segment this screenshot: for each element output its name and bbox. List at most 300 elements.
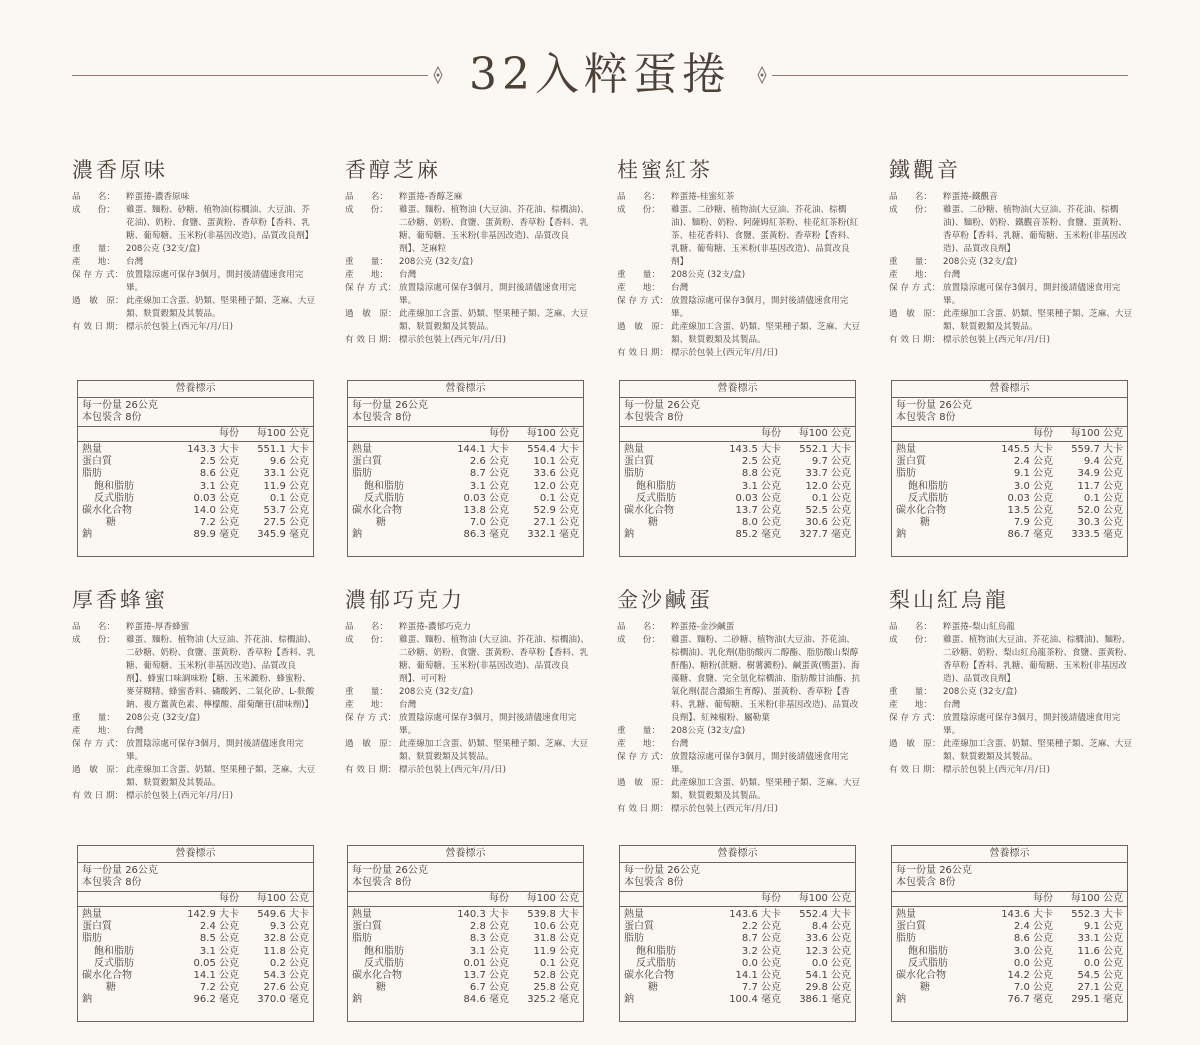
nutrition-row — [620, 970, 855, 982]
info-row-origin — [345, 699, 590, 712]
nutrition-row — [348, 946, 583, 958]
info-value-storage: 放置陰涼處可保存3個月，開封後請儘速食用完畢。 — [126, 270, 304, 293]
info-row-ingredients — [617, 204, 862, 269]
info-row-origin — [889, 269, 1134, 282]
info-row-name — [617, 191, 862, 204]
info-label: 成 份： — [889, 635, 932, 645]
col-per-serving: 每份 — [489, 428, 509, 439]
info-label: 成 份： — [889, 205, 932, 215]
servings-count: 8份 — [395, 412, 412, 423]
info-row-ingredients — [889, 204, 1134, 256]
nutrient-name: 飽和脂肪 — [94, 480, 134, 492]
nutrition-row — [892, 921, 1127, 933]
nutrient-per-serving: 2.2 公克 — [741, 921, 781, 933]
nutrition-row — [348, 994, 583, 1006]
nutrient-per-100g: 32.8 公克 — [263, 933, 309, 945]
info-value-storage: 放置陰涼處可保存3個月，開封後請儘速食用完畢。 — [943, 713, 1121, 736]
info-value-expiry: 標示於包裝上(西元年/月/日) — [126, 322, 234, 332]
nutrient-name: 蛋白質 — [624, 456, 654, 468]
nutrition-rows — [78, 907, 313, 1007]
nutrition-header: 營養標示 — [348, 381, 583, 398]
info-row-expiry — [617, 347, 862, 360]
nutrient-per-serving: 142.9 大卡 — [187, 909, 239, 920]
product-details — [345, 621, 590, 777]
info-label: 保 存 方 式： — [617, 296, 669, 306]
nutrient-per-serving: 2.8 公克 — [469, 921, 509, 933]
info-label: 重 量： — [345, 257, 388, 267]
nutrient-name: 飽和脂肪 — [908, 480, 948, 492]
nutrient-name: 蛋白質 — [82, 456, 112, 468]
info-label: 有 效 日 期： — [889, 335, 941, 345]
info-label: 產 地： — [889, 270, 932, 280]
nutrition-row — [892, 994, 1127, 1006]
serving-size: 26公克 — [395, 400, 428, 411]
nutrient-per-100g: 295.1 毫克 — [1071, 994, 1123, 1006]
nutrient-name: 糖 — [376, 982, 386, 994]
nutrition-table — [77, 380, 314, 557]
nutrition-row — [348, 982, 583, 994]
nutrition-header: 營養標示 — [78, 846, 313, 863]
info-label: 過 敏 原： — [72, 765, 124, 775]
info-value-origin: 台灣 — [943, 700, 961, 710]
nutrient-per-serving: 8.6 公克 — [199, 468, 239, 480]
info-row-expiry — [889, 764, 1134, 777]
nutrient-per-100g: 52.9 公克 — [533, 504, 579, 516]
nutrient-per-serving: 8.8 公克 — [741, 468, 781, 480]
nutrient-name: 飽和脂肪 — [364, 480, 404, 492]
nutrition-row — [620, 946, 855, 958]
product-title: 金沙鹹蛋 — [617, 588, 713, 612]
nutrient-per-serving: 14.0 公克 — [193, 504, 239, 516]
nutrition-row — [620, 982, 855, 994]
serving-info — [348, 863, 583, 892]
nutrition-row — [348, 493, 583, 505]
info-row-weight — [617, 725, 862, 738]
info-label: 重 量： — [617, 270, 660, 280]
info-row-storage — [889, 712, 1134, 738]
info-row-weight — [345, 686, 590, 699]
nutrition-row — [78, 970, 313, 982]
info-label: 有 效 日 期： — [72, 791, 124, 801]
info-row-storage — [889, 282, 1134, 308]
product-details — [617, 621, 862, 816]
info-label: 有 效 日 期： — [617, 348, 669, 358]
info-value-name: 粹蛋捲-鐵觀音 — [943, 192, 998, 202]
nutrient-per-serving: 13.7 公克 — [463, 969, 509, 981]
nutrition-table — [619, 380, 856, 557]
product-title: 濃香原味 — [72, 158, 168, 182]
nutrient-per-serving: 89.9 毫克 — [193, 529, 239, 541]
nutrient-per-100g: 0.1 公克 — [1083, 492, 1123, 504]
nutrient-name: 蛋白質 — [896, 921, 926, 933]
nutrient-per-100g: 552.3 大卡 — [1071, 909, 1123, 920]
nutrient-per-serving: 3.1 公克 — [199, 945, 239, 957]
nutrient-per-100g: 11.9 公克 — [533, 945, 579, 957]
info-label: 保 存 方 式： — [889, 283, 941, 293]
info-row-name — [889, 191, 1134, 204]
nutrition-row — [620, 994, 855, 1006]
servings-label: 本包裝含 — [82, 412, 122, 423]
info-row-allergen — [889, 738, 1134, 764]
info-value-allergen: 此產線加工含蛋、奶類、堅果種子類、芝麻、大豆類、麩質穀類及其製品。 — [943, 309, 1133, 332]
nutrient-name: 碳水化合物 — [82, 969, 132, 981]
info-row-weight — [889, 686, 1134, 699]
nutrient-per-serving: 0.03 公克 — [1007, 492, 1053, 504]
nutrition-row — [78, 481, 313, 493]
info-label: 過 敏 原： — [617, 322, 669, 332]
nutrient-name: 反式脂肪 — [94, 492, 134, 504]
nutrient-name: 蛋白質 — [82, 921, 112, 933]
nutrient-per-serving: 96.2 毫克 — [193, 994, 239, 1006]
nutrient-per-100g: 53.7 公克 — [263, 504, 309, 516]
info-value-name: 粹蛋捲-香醇芝麻 — [399, 192, 463, 202]
info-label: 有 效 日 期： — [889, 765, 941, 775]
nutrition-header: 營養標示 — [892, 381, 1127, 398]
info-row-allergen — [345, 738, 590, 764]
nutrition-rows — [892, 442, 1127, 542]
servings-label: 本包裝含 — [624, 877, 664, 888]
col-per-100g: 每100 公克 — [1070, 428, 1123, 439]
col-per-serving: 每份 — [1033, 893, 1053, 904]
info-row-name — [72, 621, 317, 634]
info-row-weight — [345, 256, 590, 269]
product-details — [889, 191, 1134, 347]
nutrition-row — [78, 909, 313, 921]
nutrition-row — [348, 468, 583, 480]
info-value-ingredients: 雞蛋、麵粉、植物油 (大豆油、芥花油、棕櫚油)、二砂糖、奶粉、食鹽、蛋黃粉、香草粉【香料、乳糖、葡萄糖、玉米粉(非基因改造)、品質改良劑】、芝麻粒 — [399, 205, 589, 254]
nutrition-row — [78, 493, 313, 505]
nutrient-name: 反式脂肪 — [94, 957, 134, 969]
info-value-expiry: 標示於包裝上(西元年/月/日) — [671, 804, 779, 814]
nutrient-per-serving: 0.01 公克 — [463, 957, 509, 969]
nutrition-row — [620, 921, 855, 933]
info-row-ingredients — [889, 634, 1134, 686]
nutrition-row — [348, 517, 583, 529]
info-row-ingredients — [345, 634, 590, 686]
servings-count: 8份 — [667, 412, 684, 423]
nutrition-row — [348, 529, 583, 541]
info-value-weight: 208公克 (32支/盒) — [399, 687, 474, 697]
nutrient-per-serving: 13.5 公克 — [1007, 504, 1053, 516]
nutrition-rows — [892, 907, 1127, 1007]
nutrition-row — [348, 921, 583, 933]
nutrient-per-serving: 8.0 公克 — [741, 517, 781, 529]
info-value-allergen: 此產線加工含蛋、奶類、堅果種子類、芝麻、大豆類、麩質穀類及其製品。 — [126, 296, 316, 319]
nutrition-row — [348, 933, 583, 945]
info-value-expiry: 標示於包裝上(西元年/月/日) — [399, 765, 507, 775]
nutrient-per-100g: 10.1 公克 — [533, 456, 579, 468]
col-per-100g: 每100 公克 — [256, 893, 309, 904]
info-label: 產 地： — [72, 257, 115, 267]
info-row-ingredients — [72, 634, 317, 712]
info-value-allergen: 此產線加工含蛋、奶類、堅果種子類、芝麻、大豆類、麩質穀類及其製品。 — [671, 322, 861, 345]
serving-info — [892, 863, 1127, 892]
info-value-origin: 台灣 — [126, 257, 144, 267]
info-value-weight: 208公克 (32支/盒) — [671, 270, 746, 280]
info-row-name — [72, 191, 317, 204]
nutrient-per-100g: 386.1 毫克 — [799, 994, 851, 1006]
info-value-weight: 208公克 (32支/盒) — [943, 257, 1018, 267]
col-per-100g: 每100 公克 — [1070, 893, 1123, 904]
info-value-storage: 放置陰涼處可保存3個月，開封後請儘速食用完畢。 — [126, 739, 304, 762]
nutrient-name: 鈉 — [896, 994, 906, 1006]
info-label: 品 名： — [345, 192, 388, 202]
nutrient-name: 碳水化合物 — [624, 969, 674, 981]
nutrient-per-serving: 13.7 公克 — [735, 504, 781, 516]
info-value-weight: 208公克 (32支/盒) — [126, 713, 201, 723]
info-value-origin: 台灣 — [671, 739, 689, 749]
nutrient-per-serving: 14.1 公克 — [735, 969, 781, 981]
nutrient-per-serving: 76.7 毫克 — [1007, 994, 1053, 1006]
info-label: 產 地： — [345, 700, 388, 710]
info-row-origin — [72, 725, 317, 738]
nutrition-row — [620, 505, 855, 517]
info-row-expiry — [72, 790, 317, 803]
col-per-serving: 每份 — [761, 893, 781, 904]
nutrition-row — [892, 982, 1127, 994]
info-value-expiry: 標示於包裝上(西元年/月/日) — [399, 335, 507, 345]
info-value-expiry: 標示於包裝上(西元年/月/日) — [943, 335, 1051, 345]
nutrition-row — [620, 909, 855, 921]
nutrient-name: 鈉 — [82, 529, 92, 541]
nutrient-per-100g: 559.7 大卡 — [1071, 444, 1123, 455]
serving-size: 26公克 — [125, 400, 158, 411]
nutrient-name: 碳水化合物 — [624, 504, 674, 516]
nutrient-name: 蛋白質 — [352, 456, 382, 468]
nutrient-per-serving: 143.3 大卡 — [187, 444, 239, 455]
nutrient-per-100g: 33.7 公克 — [805, 468, 851, 480]
info-label: 產 地： — [617, 739, 660, 749]
product-info — [617, 155, 862, 360]
product-info — [72, 585, 317, 803]
nutrient-per-100g: 54.5 公克 — [1077, 969, 1123, 981]
info-row-allergen — [617, 777, 862, 803]
nutrient-per-serving: 7.9 公克 — [1013, 517, 1053, 529]
col-per-serving: 每份 — [761, 428, 781, 439]
servings-count: 8份 — [939, 877, 956, 888]
nutrient-name: 碳水化合物 — [352, 969, 402, 981]
nutrient-per-100g: 52.0 公克 — [1077, 504, 1123, 516]
servings-label: 本包裝含 — [82, 877, 122, 888]
nutrition-row — [892, 444, 1127, 456]
info-label: 重 量： — [889, 257, 932, 267]
nutrient-per-100g: 52.5 公克 — [805, 504, 851, 516]
info-row-name — [889, 621, 1134, 634]
info-label: 成 份： — [617, 205, 660, 215]
info-label: 成 份： — [617, 635, 660, 645]
info-row-allergen — [617, 321, 862, 347]
nutrient-name: 脂肪 — [624, 468, 644, 480]
info-row-allergen — [72, 764, 317, 790]
info-label: 有 效 日 期： — [72, 322, 124, 332]
info-row-name — [617, 621, 862, 634]
info-row-weight — [889, 256, 1134, 269]
nutrient-per-serving: 0.05 公克 — [193, 957, 239, 969]
col-per-100g: 每100 公克 — [526, 428, 579, 439]
info-row-storage — [345, 282, 590, 308]
nutrient-per-100g: 12.3 公克 — [805, 945, 851, 957]
info-value-allergen: 此產線加工含蛋、奶類、堅果種子類、芝麻、大豆類、麩質穀類及其製品。 — [399, 739, 589, 762]
nutrient-per-serving: 86.3 毫克 — [463, 529, 509, 541]
info-row-expiry — [345, 764, 590, 777]
info-value-name: 粹蛋捲-濃郁巧克力 — [399, 622, 471, 632]
nutrient-per-serving: 3.0 公克 — [1013, 480, 1053, 492]
info-value-storage: 放置陰涼處可保存3個月，開封後請儘速食用完畢。 — [671, 296, 849, 319]
nutrient-name: 熱量 — [896, 909, 916, 920]
servings-count: 8份 — [125, 412, 142, 423]
nutrient-per-100g: 554.4 大卡 — [527, 444, 579, 455]
nutrient-name: 熱量 — [82, 909, 102, 920]
nutrition-table — [347, 845, 584, 1022]
nutrient-name: 飽和脂肪 — [908, 945, 948, 957]
nutrition-row — [78, 517, 313, 529]
nutrient-per-100g: 29.8 公克 — [805, 982, 851, 994]
serving-size-label: 每一份量 — [896, 400, 936, 411]
info-row-allergen — [345, 308, 590, 334]
product-info — [345, 585, 590, 777]
nutrition-row — [892, 909, 1127, 921]
serving-size-label: 每一份量 — [82, 865, 122, 876]
nutrient-per-100g: 52.8 公克 — [533, 969, 579, 981]
info-value-ingredients: 雞蛋、麵粉、二砂糖、植物油(大豆油、芥花油、棕櫚油)、乳化劑(脂肪酸丙二醇酯、脂肪酸山梨醇酐酯)、糖粉(蔗糖、樹薯澱粉)、鹹蛋黃(鴨蛋)、海藻糖、食鹽、完全氫化棕櫚油、脂肪酸甘油酯、抗氧化劑(混合濃縮生育醇)、蛋黃粉、香草粉【香料、乳糖、葡萄糖、玉米粉(非基因改造)、品質改良劑】、紅辣椒粉、屬勒葉 — [671, 635, 861, 723]
nutrient-per-100g: 551.1 大卡 — [257, 444, 309, 455]
info-label: 保 存 方 式： — [617, 752, 669, 762]
info-value-name: 粹蛋捲-濃香原味 — [126, 192, 190, 202]
nutrient-per-serving: 7.2 公克 — [199, 517, 239, 529]
info-value-ingredients: 雞蛋、二砂糖、植物油(大豆油、芥花油、棕櫚油)、麵粉、奶粉、阿薩姆紅茶粉、桂花紅茶粉(紅茶、桂花香料)、食鹽、蛋黃粉、香草粉【香料、乳糖、葡萄糖、玉米粉(非基因改造)、品質改良劑】 — [671, 205, 859, 267]
nutrient-name: 飽和脂肪 — [94, 945, 134, 957]
product-details — [72, 191, 317, 334]
nutrient-per-100g: 12.0 公克 — [533, 480, 579, 492]
nutrition-rows — [78, 442, 313, 542]
info-value-weight: 208公克 (32支/盒) — [943, 687, 1018, 697]
nutrition-row — [620, 493, 855, 505]
nutrition-row — [78, 505, 313, 517]
info-value-storage: 放置陰涼處可保存3個月，開封後請儘速食用完畢。 — [399, 713, 577, 736]
nutrient-per-serving: 8.7 公克 — [741, 933, 781, 945]
serving-size-label: 每一份量 — [624, 865, 664, 876]
nutrient-name: 鈉 — [896, 529, 906, 541]
serving-info — [620, 398, 855, 427]
info-value-origin: 台灣 — [399, 700, 417, 710]
info-value-weight: 208公克 (32支/盒) — [126, 244, 201, 254]
col-per-serving: 每份 — [219, 428, 239, 439]
nutrient-name: 脂肪 — [352, 933, 372, 945]
serving-info — [348, 398, 583, 427]
info-value-allergen: 此產線加工含蛋、奶類、堅果種子類、芝麻、大豆類、麩質穀類及其製品。 — [671, 778, 861, 801]
col-per-serving: 每份 — [489, 893, 509, 904]
nutrient-name: 糖 — [648, 982, 658, 994]
nutrient-per-100g: 25.8 公克 — [533, 982, 579, 994]
nutrition-header: 營養標示 — [620, 846, 855, 863]
info-value-weight: 208公克 (32支/盒) — [671, 726, 746, 736]
product-details — [617, 191, 862, 360]
nutrient-name: 糖 — [106, 517, 116, 529]
info-row-ingredients — [345, 204, 590, 256]
nutrition-row — [348, 444, 583, 456]
nutrient-per-serving: 0.0 公克 — [741, 957, 781, 969]
nutrition-rows — [620, 442, 855, 542]
info-label: 品 名： — [889, 622, 932, 632]
nutrient-per-100g: 54.3 公克 — [263, 969, 309, 981]
col-per-100g: 每100 公克 — [256, 428, 309, 439]
product-info — [889, 155, 1134, 347]
info-label: 重 量： — [72, 713, 115, 723]
servings-count: 8份 — [939, 412, 956, 423]
nutrient-per-serving: 2.4 公克 — [199, 921, 239, 933]
info-row-origin — [617, 738, 862, 751]
product-title: 梨山紅烏龍 — [889, 588, 1009, 612]
info-value-expiry: 標示於包裝上(西元年/月/日) — [943, 765, 1051, 775]
serving-info — [620, 863, 855, 892]
nutrient-per-100g: 11.9 公克 — [263, 480, 309, 492]
nutrient-per-100g: 27.1 公克 — [1077, 982, 1123, 994]
nutrient-per-serving: 2.6 公克 — [469, 456, 509, 468]
nutrient-per-100g: 0.1 公克 — [269, 492, 309, 504]
nutrient-per-100g: 33.1 公克 — [263, 468, 309, 480]
info-label: 重 量： — [889, 687, 932, 697]
nutrient-per-serving: 0.0 公克 — [1013, 957, 1053, 969]
nutrient-name: 飽和脂肪 — [636, 945, 676, 957]
nutrient-per-100g: 0.1 公克 — [539, 492, 579, 504]
product-title: 濃郁巧克力 — [345, 588, 465, 612]
nutrient-per-serving: 85.2 毫克 — [735, 529, 781, 541]
nutrient-name: 熱量 — [352, 909, 372, 920]
nutrition-row — [348, 505, 583, 517]
nutrient-per-100g: 9.4 公克 — [1083, 456, 1123, 468]
info-label: 產 地： — [345, 270, 388, 280]
servings-count: 8份 — [667, 877, 684, 888]
info-row-storage — [72, 738, 317, 764]
nutrition-row — [620, 958, 855, 970]
nutrient-name: 反式脂肪 — [636, 957, 676, 969]
info-label: 重 量： — [72, 244, 115, 254]
nutrient-per-serving: 2.5 公克 — [199, 456, 239, 468]
nutrient-per-100g: 11.8 公克 — [263, 945, 309, 957]
nutrient-name: 熱量 — [82, 444, 102, 455]
nutrient-name: 脂肪 — [624, 933, 644, 945]
nutrition-row — [620, 517, 855, 529]
nutrition-rows — [348, 907, 583, 1007]
nutrient-per-100g: 539.8 大卡 — [527, 909, 579, 920]
nutrition-row — [892, 529, 1127, 541]
serving-size: 26公克 — [667, 865, 700, 876]
nutrition-row — [78, 994, 313, 1006]
nutrient-per-serving: 6.7 公克 — [469, 982, 509, 994]
nutrient-per-100g: 332.1 毫克 — [527, 529, 579, 541]
info-row-storage — [617, 295, 862, 321]
info-value-ingredients: 雞蛋、植物油(大豆油、芥花油、棕櫚油)、麵粉、二砂糖、奶粉、梨山紅烏龍茶粉、食鹽、蛋黃粉、香草粉【香料、乳糖、葡萄糖、玉米粉(非基因改造)、品質改良劑】 — [943, 635, 1133, 684]
nutrient-per-serving: 7.7 公克 — [741, 982, 781, 994]
nutrition-header: 營養標示 — [78, 381, 313, 398]
nutrition-row — [892, 456, 1127, 468]
nutrient-per-serving: 144.1 大卡 — [457, 444, 509, 455]
serving-size: 26公克 — [125, 865, 158, 876]
nutrient-per-100g: 370.0 毫克 — [257, 994, 309, 1006]
nutrient-per-100g: 11.7 公克 — [1077, 480, 1123, 492]
info-value-name: 粹蛋捲-桂蜜紅茶 — [671, 192, 735, 202]
servings-label: 本包裝含 — [352, 412, 392, 423]
nutrient-per-100g: 33.6 公克 — [805, 933, 851, 945]
info-label: 品 名： — [72, 622, 115, 632]
nutrient-per-100g: 327.7 毫克 — [799, 529, 851, 541]
nutrient-per-100g: 0.1 公克 — [539, 957, 579, 969]
nutrient-name: 鈉 — [352, 994, 362, 1006]
info-label: 保 存 方 式： — [72, 739, 124, 749]
nutrient-name: 脂肪 — [896, 468, 916, 480]
nutrient-per-serving: 3.1 公克 — [741, 480, 781, 492]
nutrient-per-serving: 14.2 公克 — [1007, 969, 1053, 981]
